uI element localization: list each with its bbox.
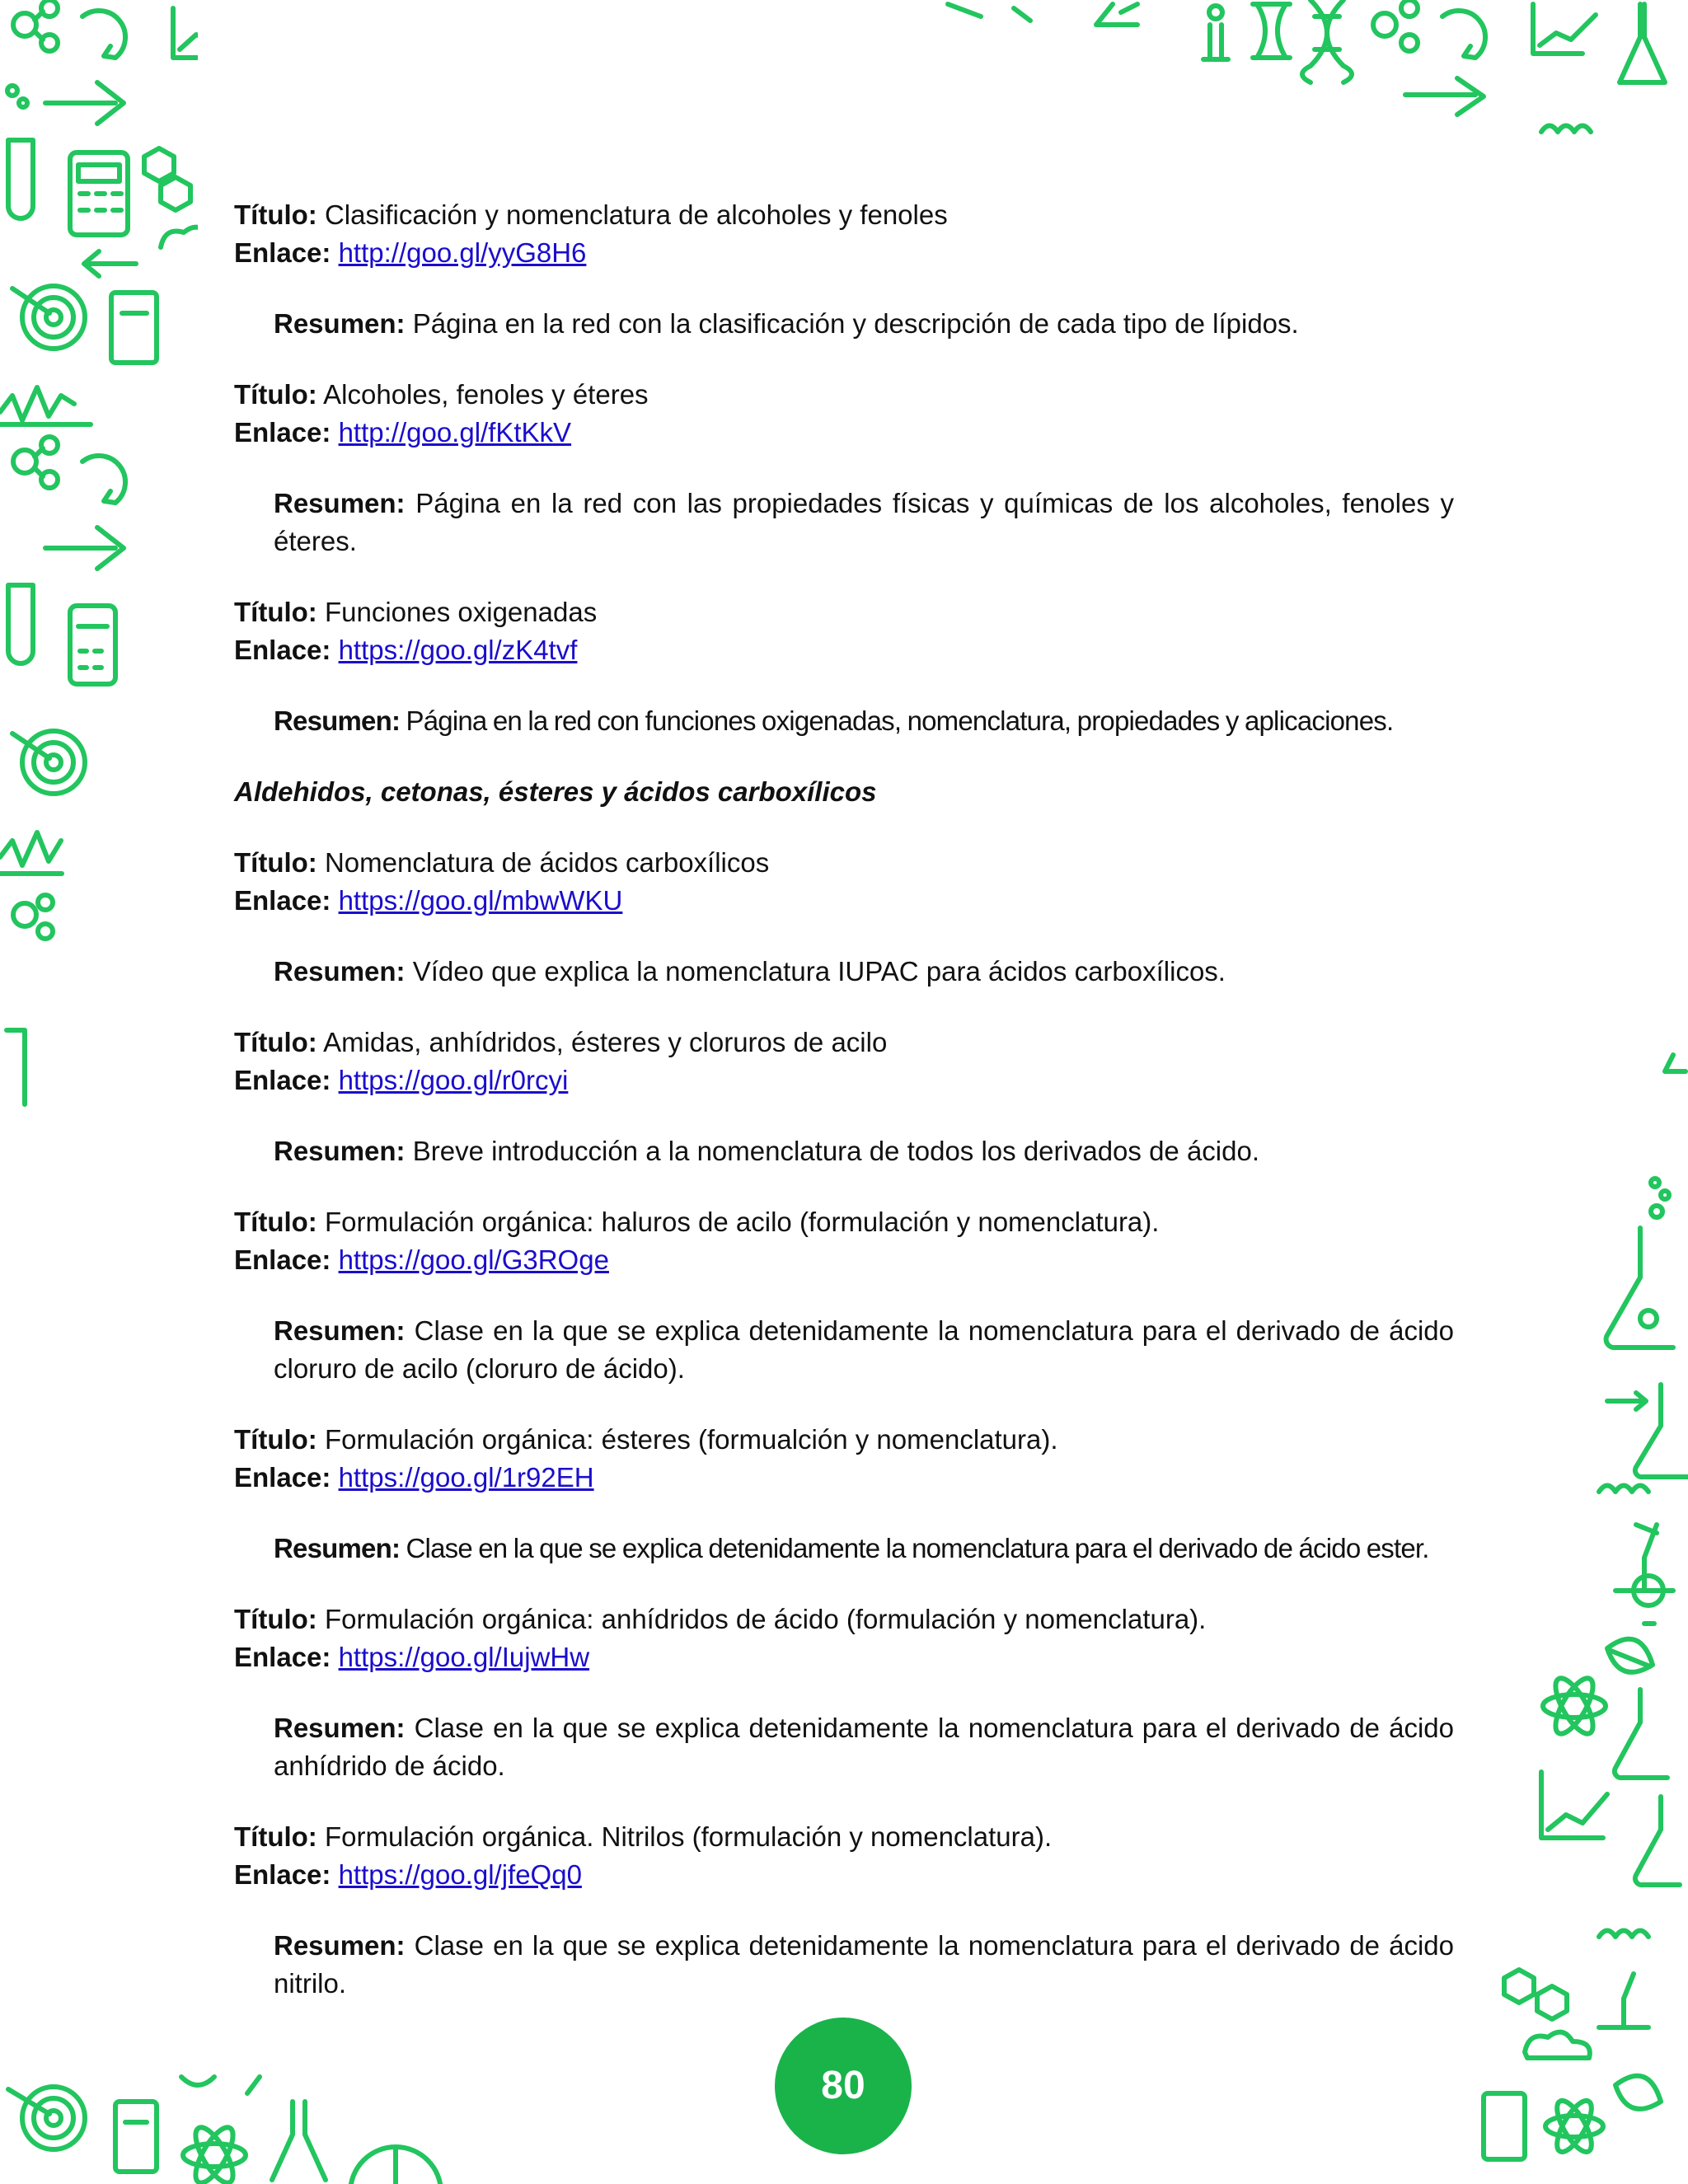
hexagon-icon (144, 148, 190, 210)
link-line (234, 234, 1454, 272)
dna-icon (1302, 0, 1352, 82)
right-border-decoration (1451, 1047, 1688, 2184)
flask-icon (1615, 1690, 1667, 1778)
spiral-icon (1599, 1931, 1648, 1938)
link-line (234, 882, 1454, 920)
resource-link[interactable]: https://goo.gl/zK4tvf (338, 635, 578, 665)
resource-list (234, 196, 1454, 2036)
chart-icon (1533, 4, 1596, 54)
summary-text: Clase en la que se explica detenidamente la nomenclatura para el derivado de ácido anhídrido de ácido. (274, 1713, 1455, 1781)
link-label: Enlace: (234, 417, 331, 448)
question-bulb-icon (1634, 1576, 1663, 1624)
title-line (234, 1818, 1454, 1856)
arrow-icon (181, 2077, 260, 2093)
summary-text: Breve introducción a la nomenclatura de todos los derivados de ácido. (412, 1136, 1260, 1166)
wave-icon (0, 387, 91, 424)
summary-label: Resumen: (274, 1533, 401, 1563)
resource-entry (234, 376, 1454, 560)
resource-title: Clasificación y nomenclatura de alcoholes y fenoles (324, 199, 948, 230)
chart-icon (1096, 4, 1137, 25)
test-tube-icon (8, 140, 33, 218)
target-icon (8, 2087, 85, 2149)
arrow-icon (948, 4, 1030, 21)
resource-link[interactable]: https://goo.gl/1r92EH (338, 1462, 594, 1493)
person-icon (1203, 6, 1228, 59)
atom-icon (1545, 2096, 1603, 2157)
link-label: Enlace: (234, 635, 331, 665)
summary-label: Resumen: (274, 705, 401, 736)
summary-paragraph (274, 1132, 1454, 1170)
atom-molecule-icon (13, 895, 53, 939)
flask-icon (272, 2102, 326, 2180)
summary-paragraph (274, 485, 1454, 560)
top-border-decoration (907, 0, 1688, 148)
summary-label: Resumen: (274, 956, 406, 987)
atom-icon (1543, 1673, 1606, 1739)
title-line (234, 1024, 1454, 1062)
resource-entry (234, 1818, 1454, 2003)
link-line (234, 1241, 1454, 1279)
left-border-decoration (0, 0, 198, 1154)
link-label: Enlace: (234, 1065, 331, 1095)
title-line (234, 376, 1454, 414)
summary-text: Clase en la que se explica detenidamente la nomenclatura para el derivado de ácido nitrilo. (274, 1930, 1455, 1999)
book-icon (111, 293, 157, 363)
leaf-icon (1615, 2076, 1661, 2109)
resource-title: Formulación orgánica. Nitrilos (formulación y nomenclatura). (324, 1821, 1053, 1852)
summary-paragraph (274, 1312, 1454, 1388)
resource-link[interactable]: https://goo.gl/mbwWKU (338, 885, 623, 916)
summary-paragraph (274, 953, 1454, 991)
title-line (234, 196, 1454, 234)
recycle-icon (82, 11, 125, 58)
title-label: Título: (234, 1821, 317, 1852)
target-icon (12, 286, 85, 349)
microscope-icon (1615, 1525, 1673, 1591)
link-line (234, 631, 1454, 669)
summary-text: Página en la red con funciones oxigenadas, nomenclatura, propiedades y aplicaciones. (406, 705, 1394, 736)
resource-title: Formulación orgánica: haluros de acilo (formulación y nomenclatura). (324, 1207, 1160, 1237)
resource-entry (234, 1601, 1454, 1785)
link-label: Enlace: (234, 885, 331, 916)
summary-label: Resumen: (274, 1930, 406, 1961)
resource-link[interactable]: https://goo.gl/G3ROge (338, 1244, 609, 1275)
title-label: Título: (234, 1604, 317, 1634)
resource-link[interactable]: https://goo.gl/r0rcyi (338, 1065, 569, 1095)
test-tube-icon (7, 1030, 25, 1104)
recycle-icon (1442, 11, 1485, 58)
flask-icon (1620, 4, 1665, 82)
arrow-right-icon (1607, 1393, 1646, 1409)
resource-entry (234, 1024, 1454, 1170)
link-line (234, 1062, 1454, 1099)
resource-entry (234, 844, 1454, 991)
calculator-icon (70, 606, 115, 684)
title-label: Título: (234, 379, 317, 410)
resource-entry (234, 593, 1454, 740)
link-label: Enlace: (234, 1244, 331, 1275)
resource-entry (234, 196, 1454, 343)
arrow-left-icon (84, 251, 136, 276)
summary-paragraph (274, 1927, 1454, 2003)
summary-paragraph (274, 1530, 1454, 1568)
target-icon (12, 731, 85, 794)
summary-text: Clase en la que se explica detenidamente la nomenclatura para el derivado de ácido cloruro de acilo (cloruro de ácido). (274, 1315, 1455, 1384)
link-label: Enlace: (234, 1462, 331, 1493)
hourglass-icon (1253, 4, 1290, 58)
title-label: Título: (234, 1207, 317, 1237)
recycle-icon (82, 456, 125, 503)
summary-text: Página en la red con la clasificación y descripción de cada tipo de lípidos. (412, 308, 1299, 339)
title-label: Título: (234, 1424, 317, 1455)
resource-title: Formulación orgánica: anhídridos de ácido (formulación y nomenclatura). (324, 1604, 1207, 1634)
summary-paragraph (274, 702, 1454, 740)
title-line (234, 844, 1454, 882)
summary-label: Resumen: (274, 1713, 406, 1743)
link-line (234, 1638, 1454, 1676)
resource-link[interactable]: http://goo.gl/fKtKkV (338, 417, 572, 448)
cloud-icon (1525, 2032, 1590, 2058)
atom-molecule-icon (13, 437, 58, 488)
summary-label: Resumen: (274, 308, 406, 339)
atom-icon (183, 2122, 246, 2184)
calculator-icon (70, 152, 128, 235)
bottom-border-decoration (0, 2052, 577, 2184)
title-label: Título: (234, 199, 317, 230)
section-heading: Aldehidos, cetonas, ésteres y ácidos carboxílicos (234, 776, 877, 807)
cloud-icon (161, 227, 198, 247)
title-line (234, 1203, 1454, 1241)
arrow-right-icon (45, 527, 124, 569)
summary-text: Clase en la que se explica detenidamente la nomenclatura para el derivado de ácido ester. (406, 1533, 1429, 1563)
flask-icon (1606, 1228, 1673, 1347)
link-line (234, 414, 1454, 452)
title-line (234, 1421, 1454, 1459)
link-line (234, 1459, 1454, 1497)
summary-paragraph (274, 305, 1454, 343)
resource-title: Funciones oxigenadas (324, 597, 598, 627)
summary-paragraph (274, 1709, 1454, 1785)
arrow-right-icon (45, 82, 124, 124)
spiral-icon (1599, 1486, 1648, 1493)
link-label: Enlace: (234, 1859, 331, 1890)
title-label: Título: (234, 847, 317, 878)
globe-icon (350, 2147, 441, 2184)
atom-molecule-icon (1373, 0, 1418, 51)
summary-text: Vídeo que explica la nomenclatura IUPAC para ácidos carboxílicos. (412, 956, 1226, 987)
resource-link[interactable]: http://goo.gl/yyG8H6 (338, 237, 587, 268)
bubbles-icon (1651, 1179, 1669, 1217)
microscope-icon (1599, 1974, 1648, 2027)
resource-title: Nomenclatura de ácidos carboxílicos (324, 847, 770, 878)
summary-label: Resumen: (274, 1136, 406, 1166)
book-icon (115, 2102, 157, 2172)
title-line (234, 1601, 1454, 1638)
test-tube-icon (8, 585, 33, 663)
resource-title: Amidas, anhídridos, ésteres y cloruros de acilo (323, 1027, 888, 1057)
resource-title: Alcoholes, fenoles y éteres (323, 379, 649, 410)
page-number-badge: 80 (775, 2018, 912, 2154)
link-line (234, 1856, 1454, 1894)
bubbles-icon (7, 86, 27, 107)
summary-label: Resumen: (274, 488, 406, 518)
title-line (234, 593, 1454, 631)
wave-icon (0, 832, 62, 874)
resource-link[interactable]: https://goo.gl/jfeQq0 (338, 1859, 582, 1890)
atom-molecule-icon (13, 0, 58, 51)
chart-icon (173, 8, 198, 58)
spiral-icon (1541, 126, 1591, 133)
arrow-icon (1665, 1055, 1686, 1071)
book-icon (1484, 2093, 1525, 2159)
chart-icon (1541, 1772, 1607, 1838)
resource-entry (234, 1203, 1454, 1388)
resource-link[interactable]: https://goo.gl/IujwHw (338, 1642, 590, 1672)
arrow-right-icon (1405, 78, 1484, 115)
title-label: Título: (234, 1027, 317, 1057)
resource-title: Formulación orgánica: ésteres (formualción y nomenclatura). (324, 1424, 1058, 1455)
leaf-icon (1607, 1639, 1653, 1672)
flask-icon (1635, 1797, 1680, 1885)
summary-text: Página en la red con las propiedades físicas y químicas de los alcoholes, fenoles y éteres. (274, 488, 1454, 556)
link-label: Enlace: (234, 1642, 331, 1672)
summary-label: Resumen: (274, 1315, 406, 1346)
hexagon-icon (1504, 1970, 1567, 2019)
title-label: Título: (234, 597, 317, 627)
link-label: Enlace: (234, 237, 331, 268)
resource-entry (234, 1421, 1454, 1568)
